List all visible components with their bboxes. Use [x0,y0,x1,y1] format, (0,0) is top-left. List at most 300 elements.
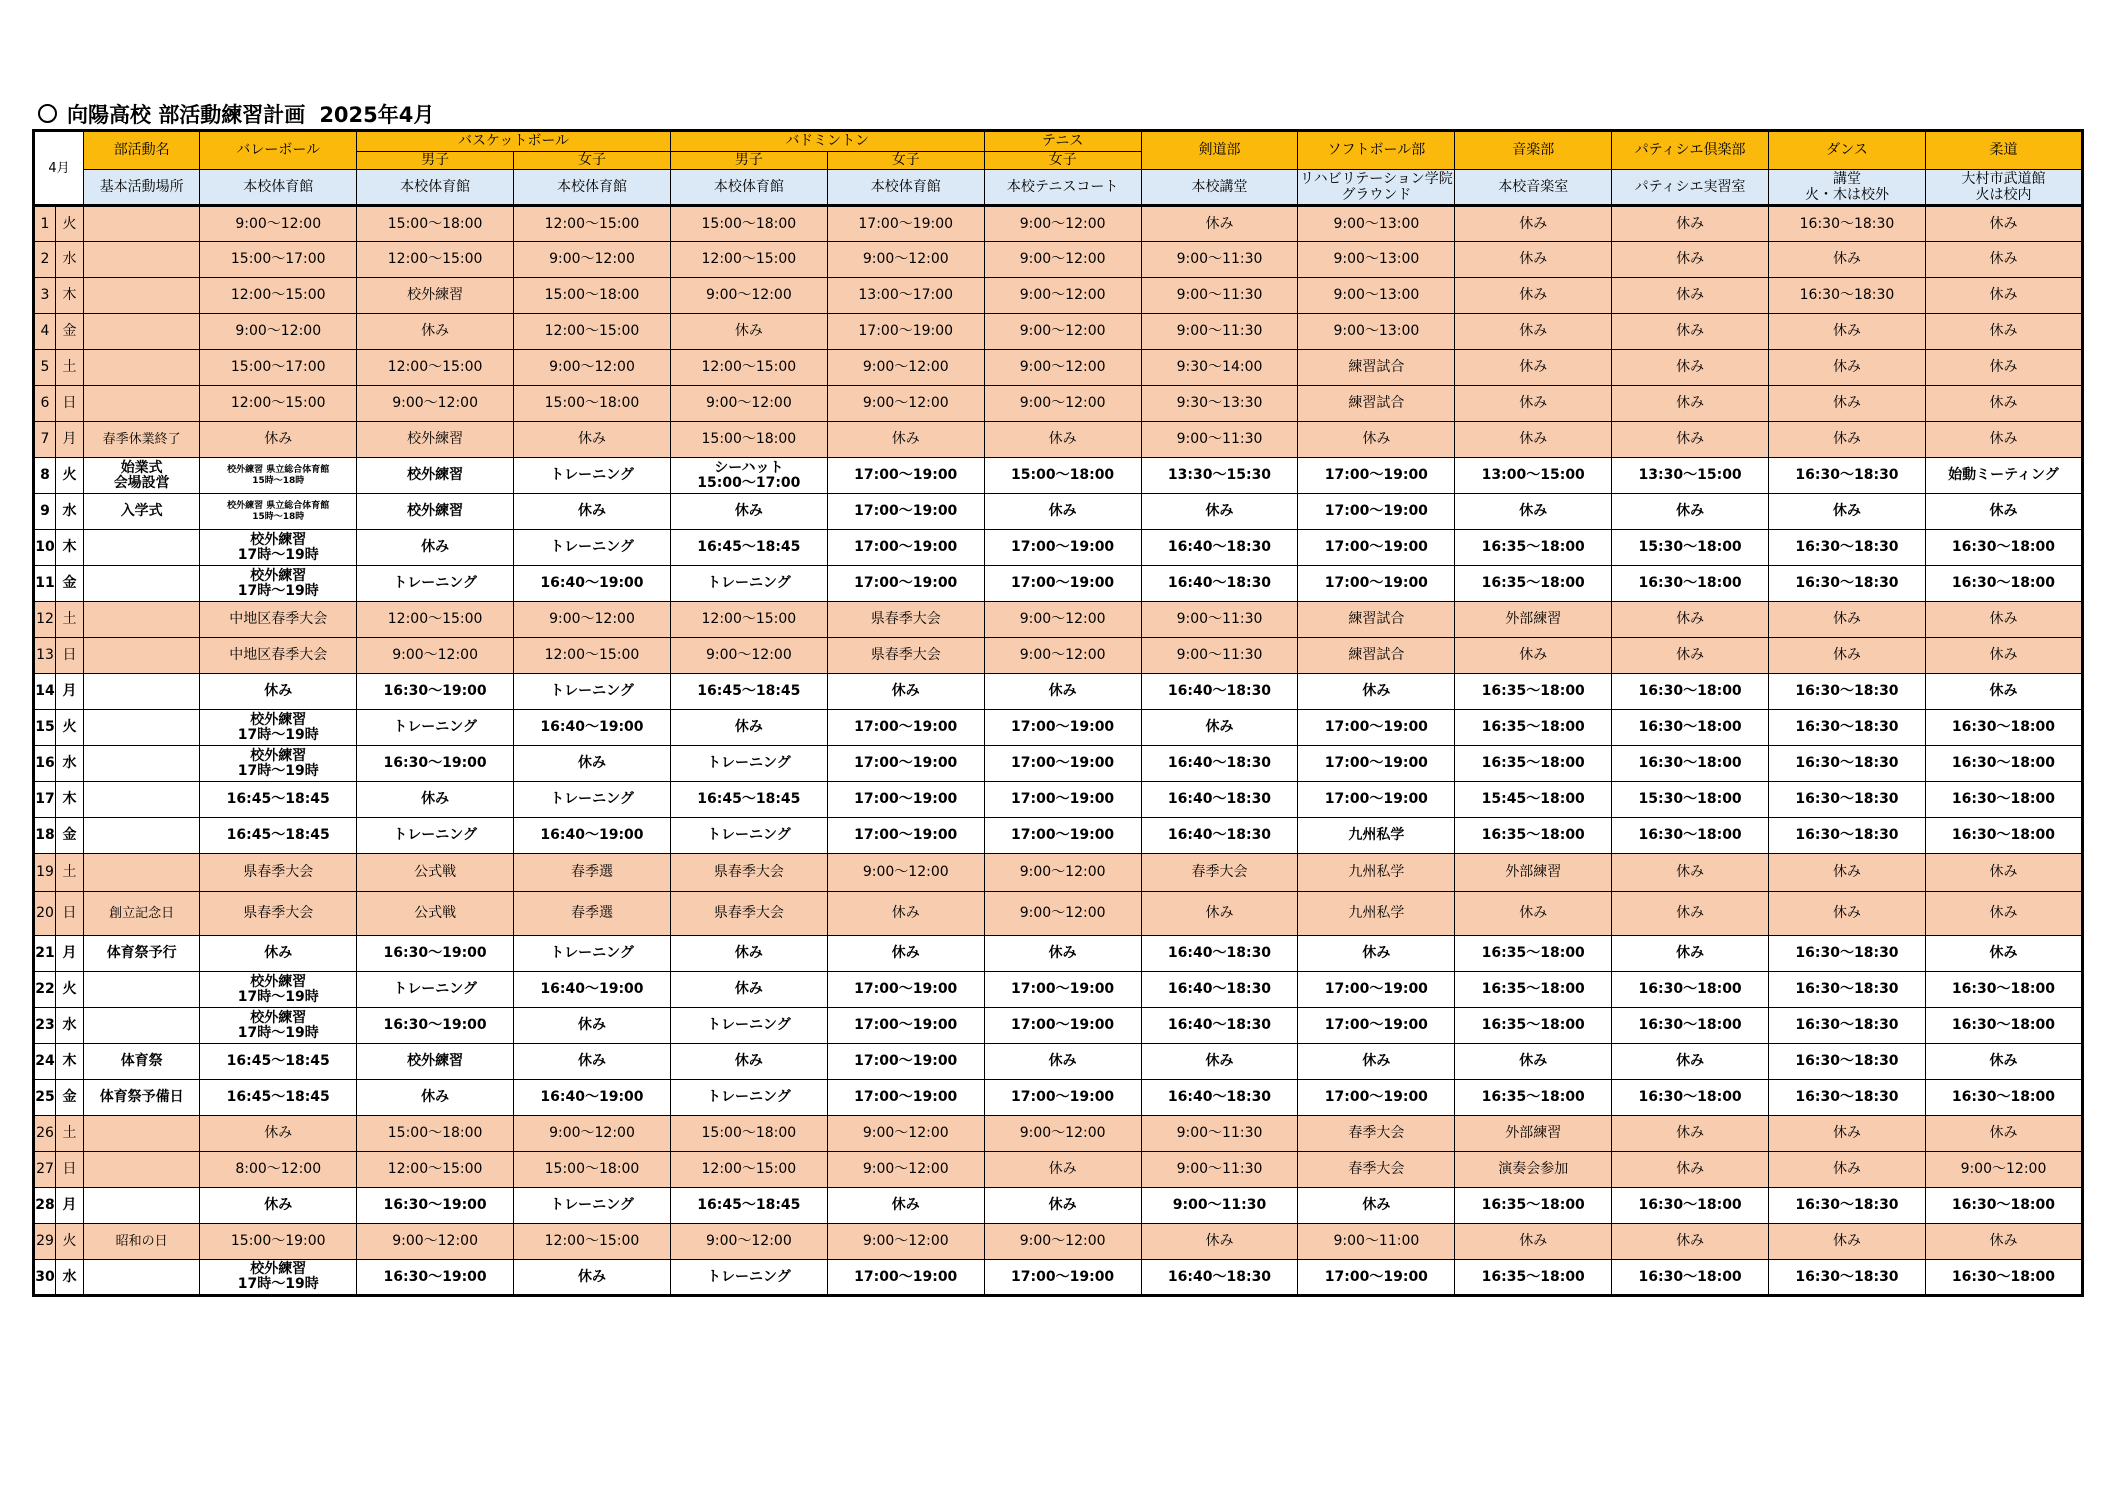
schedule-cell: 9:00～12:00 [200,314,357,350]
day-number: 22 [34,972,56,1008]
schedule-cell: 9:00～11:30 [1141,638,1298,674]
schedule-cell: 16:40～18:30 [1141,972,1298,1008]
schedule-row [34,936,2083,972]
schedule-cell: 休み [357,782,514,818]
schedule-cell: 9:00～11:30 [1141,314,1298,350]
school-event [84,350,200,386]
schedule-cell: 休み [1925,206,2082,242]
schedule-cell: 16:30～18:00 [1612,674,1769,710]
day-number: 4 [34,314,56,350]
schedule-cell: 休み [1769,422,1926,458]
school-event: 体育祭 [84,1044,200,1080]
day-of-week: 日 [56,1152,84,1188]
schedule-cell: 休み [1925,602,2082,638]
day-number: 3 [34,278,56,314]
schedule-cell: 休み [1455,422,1612,458]
schedule-cell: 校外練習 17時～19時 [200,746,357,782]
schedule-cell: 休み [1612,1152,1769,1188]
schedule-row [34,458,2083,494]
schedule-cell: 9:00～12:00 [200,206,357,242]
schedule-cell: 休み [1769,314,1926,350]
schedule-cell: 練習試合 [1298,350,1455,386]
school-event [84,530,200,566]
schedule-cell: 16:30～19:00 [357,1260,514,1296]
day-of-week: 木 [56,530,84,566]
schedule-cell: 休み [514,1008,671,1044]
schedule-cell: 休み [984,422,1141,458]
schedule-cell: 休み [1925,422,2082,458]
schedule-cell: 9:00～12:00 [984,314,1141,350]
schedule-cell: 休み [1769,494,1926,530]
day-number: 23 [34,1008,56,1044]
schedule-cell: 休み [1612,242,1769,278]
schedule-cell: 15:45～18:00 [1455,782,1612,818]
schedule-cell: 16:45～18:45 [670,782,827,818]
day-number: 29 [34,1224,56,1260]
club-header: ソフトボール部 [1298,131,1455,170]
schedule-cell: 休み [1769,242,1926,278]
schedule-cell: 春季選 [514,854,671,892]
schedule-cell: 16:40～18:30 [1141,782,1298,818]
schedule-cell: 16:30～18:30 [1769,206,1926,242]
schedule-cell: 16:40～18:30 [1141,674,1298,710]
schedule-cell: 9:00～12:00 [357,638,514,674]
schedule-cell: 16:30～18:30 [1769,782,1926,818]
schedule-cell: 休み [1925,386,2082,422]
schedule-cell: 9:00～11:30 [1141,602,1298,638]
schedule-cell: トレーニング [670,566,827,602]
schedule-cell: 中地区春季大会 [200,638,357,674]
schedule-cell: 県春季大会 [670,854,827,892]
day-of-week: 火 [56,972,84,1008]
schedule-cell: 12:00～15:00 [357,602,514,638]
schedule-cell: 9:00～12:00 [984,206,1141,242]
schedule-cell: 校外練習 [357,278,514,314]
schedule-cell: 休み [1612,936,1769,972]
schedule-cell: 9:30～14:00 [1141,350,1298,386]
schedule-cell: 17:00～19:00 [1298,1008,1455,1044]
school-event [84,818,200,854]
club-name-label: 部活動名 [84,131,200,170]
schedule-cell: 休み [827,674,984,710]
schedule-cell: トレーニング [670,818,827,854]
schedule-cell: 県春季大会 [827,638,984,674]
schedule-cell: 15:00～18:00 [514,278,671,314]
schedule-cell: 16:30～18:30 [1769,1188,1926,1224]
schedule-cell: 休み [1455,1224,1612,1260]
gender-header: 男子 [670,152,827,170]
schedule-cell: 15:00～18:00 [357,1116,514,1152]
schedule-cell: 休み [827,936,984,972]
schedule-cell: 休み [1925,638,2082,674]
schedule-cell: 9:00～11:30 [1141,278,1298,314]
schedule-cell: 休み [1612,350,1769,386]
day-of-week: 金 [56,818,84,854]
schedule-cell: 16:30～18:30 [1769,566,1926,602]
schedule-cell: 9:00～12:00 [984,892,1141,936]
schedule-cell: 休み [1769,350,1926,386]
schedule-cell: 休み [1612,206,1769,242]
schedule-cell: 16:30～18:00 [1612,818,1769,854]
schedule-cell: 9:00～12:00 [984,1224,1141,1260]
schedule-cell: 16:35～18:00 [1455,1188,1612,1224]
schedule-cell: 17:00～19:00 [984,972,1141,1008]
schedule-row [34,674,2083,710]
schedule-row [34,1008,2083,1044]
schedule-cell: 9:00～12:00 [1925,1152,2082,1188]
schedule-row [34,638,2083,674]
schedule-cell: 休み [357,1080,514,1116]
schedule-cell: 17:00～19:00 [1298,1080,1455,1116]
schedule-cell: 12:00～15:00 [670,350,827,386]
schedule-cell: 17:00～19:00 [984,530,1141,566]
school-event [84,278,200,314]
schedule-cell: 休み [1455,892,1612,936]
schedule-cell: 15:30～18:00 [1612,782,1769,818]
schedule-cell: 休み [1141,710,1298,746]
day-of-week: 日 [56,386,84,422]
circle-bullet-icon [38,104,57,123]
schedule-cell: トレーニング [670,1080,827,1116]
day-number: 12 [34,602,56,638]
schedule-cell: 休み [827,422,984,458]
schedule-cell: 16:30～18:30 [1769,1044,1926,1080]
schedule-cell: トレーニング [514,936,671,972]
schedule-cell: 休み [1298,1044,1455,1080]
day-number: 26 [34,1116,56,1152]
schedule-cell: 9:00～12:00 [984,386,1141,422]
school-event: 入学式 [84,494,200,530]
schedule-cell: 休み [1925,1116,2082,1152]
schedule-cell: 16:35～18:00 [1455,818,1612,854]
schedule-cell: 休み [1769,638,1926,674]
schedule-cell: 休み [1925,314,2082,350]
schedule-cell: 休み [1925,1224,2082,1260]
schedule-cell: 9:00～13:00 [1298,278,1455,314]
day-number: 14 [34,674,56,710]
day-number: 30 [34,1260,56,1296]
schedule-cell: 9:00～12:00 [357,386,514,422]
gender-header: 女子 [514,152,671,170]
day-of-week: 金 [56,314,84,350]
schedule-cell: 休み [1769,854,1926,892]
schedule-cell: 9:00～12:00 [984,1116,1141,1152]
gender-header: 女子 [827,152,984,170]
day-number: 5 [34,350,56,386]
schedule-row [34,602,2083,638]
schedule-cell: 16:45～18:45 [670,1188,827,1224]
schedule-cell: トレーニング [357,566,514,602]
schedule-cell: 16:40～18:30 [1141,1260,1298,1296]
schedule-cell: 休み [827,1188,984,1224]
schedule-cell: 17:00～19:00 [827,458,984,494]
schedule-cell: 16:35～18:00 [1455,746,1612,782]
schedule-cell: 16:45～18:45 [200,1080,357,1116]
plan-subject: 部活動練習計画 [158,103,306,127]
schedule-cell: 17:00～19:00 [984,1008,1141,1044]
schedule-cell: 15:00～19:00 [200,1224,357,1260]
day-number: 11 [34,566,56,602]
schedule-cell: 休み [357,314,514,350]
day-of-week: 土 [56,854,84,892]
school-event [84,710,200,746]
schedule-cell: 休み [984,1044,1141,1080]
schedule-cell: 9:00～12:00 [827,350,984,386]
schedule-cell: 9:00～12:00 [670,1224,827,1260]
schedule-cell: 始動ミーティング [1925,458,2082,494]
schedule-cell: 16:30～18:00 [1925,782,2082,818]
schedule-cell: 9:30～13:30 [1141,386,1298,422]
schedule-cell: 16:35～18:00 [1455,936,1612,972]
schedule-cell: 休み [1298,1188,1455,1224]
schedule-row [34,1188,2083,1224]
location-header: パティシエ実習室 [1612,170,1769,206]
school-event [84,1188,200,1224]
schedule-cell: 17:00～19:00 [827,494,984,530]
schedule-cell: 練習試合 [1298,602,1455,638]
schedule-cell: 9:00～12:00 [357,1224,514,1260]
schedule-cell: 16:30～19:00 [357,1188,514,1224]
schedule-cell: 16:30～18:00 [1925,818,2082,854]
day-number: 18 [34,818,56,854]
schedule-cell: 16:40～19:00 [514,972,671,1008]
schedule-cell: 休み [1612,854,1769,892]
schedule-cell: 16:35～18:00 [1455,1008,1612,1044]
day-number: 8 [34,458,56,494]
schedule-cell: 16:40～19:00 [514,818,671,854]
schedule-row [34,566,2083,602]
schedule-cell: 16:30～18:00 [1925,1008,2082,1044]
club-header: 柔道 [1925,131,2082,170]
day-of-week: 木 [56,1044,84,1080]
schedule-cell: 校外練習 [357,494,514,530]
schedule-cell: 9:00～12:00 [827,854,984,892]
schedule-cell: 15:30～18:00 [1612,530,1769,566]
schedule-cell: 16:30～18:00 [1612,710,1769,746]
schedule-cell: 16:30～18:00 [1925,1260,2082,1296]
club-header: バドミントン [670,131,984,152]
gender-header: 女子 [984,152,1141,170]
schedule-cell: 休み [1455,314,1612,350]
schedule-cell: 9:00～12:00 [827,1116,984,1152]
gender-header: 男子 [357,152,514,170]
day-of-week: 木 [56,278,84,314]
schedule-cell: トレーニング [514,782,671,818]
school-event [84,566,200,602]
club-header: テニス [984,131,1141,152]
school-event: 春季休業終了 [84,422,200,458]
day-of-week: 月 [56,422,84,458]
day-number: 19 [34,854,56,892]
schedule-cell: 休み [1298,422,1455,458]
schedule-cell: 中地区春季大会 [200,602,357,638]
day-of-week: 水 [56,746,84,782]
schedule-cell: 16:30～18:30 [1769,1260,1926,1296]
schedule-cell: 県春季大会 [200,854,357,892]
day-number: 16 [34,746,56,782]
schedule-cell: 外部練習 [1455,854,1612,892]
schedule-row [34,746,2083,782]
schedule-cell: 12:00～15:00 [357,242,514,278]
schedule-cell: 16:35～18:00 [1455,1260,1612,1296]
schedule-cell: 9:00～12:00 [514,242,671,278]
location-label: 基本活動場所 [84,170,200,206]
schedule-cell: 17:00～19:00 [1298,972,1455,1008]
schedule-cell: 休み [514,422,671,458]
schedule-cell: 13:00～15:00 [1455,458,1612,494]
schedule-cell: 16:45～18:45 [200,1044,357,1080]
schedule-cell: 休み [1612,602,1769,638]
schedule-cell: 休み [1925,278,2082,314]
schedule-cell: 17:00～19:00 [827,782,984,818]
school-event: 体育祭予備日 [84,1080,200,1116]
schedule-cell: 16:30～18:30 [1769,458,1926,494]
school-event: 創立記念日 [84,892,200,936]
schedule-cell: 16:30～18:30 [1769,1008,1926,1044]
schedule-cell: 15:00～17:00 [200,242,357,278]
schedule-cell: 練習試合 [1298,386,1455,422]
schedule-cell: 休み [670,494,827,530]
schedule-cell: 17:00～19:00 [1298,782,1455,818]
schedule-cell: 休み [984,674,1141,710]
schedule-cell: 演奏会参加 [1455,1152,1612,1188]
schedule-cell: 16:30～18:00 [1925,530,2082,566]
schedule-cell: 9:00～12:00 [984,350,1141,386]
schedule-cell: 17:00～19:00 [827,1080,984,1116]
schedule-cell: 17:00～19:00 [984,782,1141,818]
schedule-cell: 9:00～12:00 [514,350,671,386]
schedule-cell: 9:00～13:00 [1298,314,1455,350]
location-header: 本校テニスコート [984,170,1141,206]
schedule-cell: 休み [1769,1116,1926,1152]
schedule-cell: 九州私学 [1298,854,1455,892]
schedule-cell: 15:00～18:00 [514,386,671,422]
schedule-cell: 9:00～11:30 [1141,1188,1298,1224]
schedule-cell: 16:40～18:30 [1141,1008,1298,1044]
schedule-cell: 9:00～11:00 [1298,1224,1455,1260]
schedule-cell: 春季大会 [1141,854,1298,892]
schedule-cell: 校外練習 17時～19時 [200,566,357,602]
schedule-cell: 休み [514,1044,671,1080]
schedule-cell: 16:30～19:00 [357,674,514,710]
schedule-cell: 12:00～15:00 [514,314,671,350]
schedule-cell: 校外練習 17時～19時 [200,1008,357,1044]
schedule-cell: 休み [1455,242,1612,278]
location-header: 大村市武道館 火は校内 [1925,170,2082,206]
day-number: 20 [34,892,56,936]
day-of-week: 水 [56,1260,84,1296]
schedule-cell: 16:35～18:00 [1455,1080,1612,1116]
schedule-cell: 9:00～11:30 [1141,422,1298,458]
schedule-cell: 9:00～11:30 [1141,1152,1298,1188]
schedule-row [34,710,2083,746]
schedule-cell: 公式戦 [357,892,514,936]
day-number: 15 [34,710,56,746]
schedule-cell: 休み [670,936,827,972]
schedule-cell: 休み [1925,242,2082,278]
schedule-cell: 17:00～19:00 [827,972,984,1008]
club-header: 剣道部 [1141,131,1298,170]
schedule-cell: 9:00～12:00 [984,242,1141,278]
schedule-cell: 17:00～19:00 [1298,746,1455,782]
schedule-row [34,422,2083,458]
schedule-cell: 練習試合 [1298,638,1455,674]
schedule-cell: 17:00～19:00 [1298,494,1455,530]
schedule-cell: 16:30～18:00 [1612,566,1769,602]
schedule-cell: 17:00～19:00 [827,818,984,854]
schedule-cell: 16:30～18:30 [1769,674,1926,710]
schedule-cell: 9:00～12:00 [670,386,827,422]
schedule-cell: 16:30～18:00 [1612,1080,1769,1116]
school-event [84,782,200,818]
schedule-cell: トレーニング [357,972,514,1008]
school-event [84,1008,200,1044]
club-header: バスケットボール [357,131,671,152]
schedule-cell: 16:30～18:30 [1769,972,1926,1008]
school-event: 始業式 会場設営 [84,458,200,494]
school-event [84,1116,200,1152]
day-of-week: 日 [56,638,84,674]
practice-schedule-table [32,129,2084,1297]
schedule-cell: 12:00～15:00 [357,1152,514,1188]
schedule-cell: 17:00～19:00 [827,1260,984,1296]
school-event [84,314,200,350]
day-of-week: 土 [56,602,84,638]
schedule-cell: 休み [984,936,1141,972]
schedule-row [34,386,2083,422]
schedule-cell: 12:00～15:00 [200,278,357,314]
schedule-row [34,1044,2083,1080]
schedule-cell: 9:00～12:00 [827,1152,984,1188]
schedule-cell: 休み [514,1260,671,1296]
schedule-cell: 休み [1612,314,1769,350]
schedule-cell: 15:00～18:00 [984,458,1141,494]
day-number: 9 [34,494,56,530]
schedule-row [34,494,2083,530]
school-event: 体育祭予行 [84,936,200,972]
schedule-cell: トレーニング [670,1008,827,1044]
schedule-cell: 15:00～18:00 [670,1116,827,1152]
schedule-cell: 16:30～18:00 [1612,746,1769,782]
schedule-cell: 16:40～18:30 [1141,1080,1298,1116]
day-of-week: 火 [56,710,84,746]
schedule-cell: 校外練習 県立総合体育館 15時～18時 [200,494,357,530]
schedule-cell: 8:00～12:00 [200,1152,357,1188]
schedule-cell: 17:00～19:00 [827,746,984,782]
schedule-cell: 休み [1455,1044,1612,1080]
day-of-week: 水 [56,242,84,278]
schedule-cell: 休み [1925,936,2082,972]
schedule-cell: 16:30～18:30 [1769,1080,1926,1116]
schedule-cell: 休み [984,1188,1141,1224]
school-event [84,602,200,638]
schedule-cell: 休み [1455,350,1612,386]
schedule-cell: 休み [1925,892,2082,936]
schedule-cell: 16:40～18:30 [1141,530,1298,566]
schedule-cell: 9:00～12:00 [670,638,827,674]
day-of-week: 火 [56,206,84,242]
schedule-cell: 17:00～19:00 [984,710,1141,746]
schedule-cell: 休み [670,972,827,1008]
schedule-cell: 休み [1141,206,1298,242]
schedule-cell: 12:00～15:00 [670,1152,827,1188]
schedule-cell: トレーニング [514,1188,671,1224]
club-header: バレーボール [200,131,357,170]
schedule-cell: 17:00～19:00 [827,1044,984,1080]
schedule-cell: 16:30～18:00 [1925,710,2082,746]
schedule-row [34,1260,2083,1296]
schedule-cell: 15:00～17:00 [200,350,357,386]
